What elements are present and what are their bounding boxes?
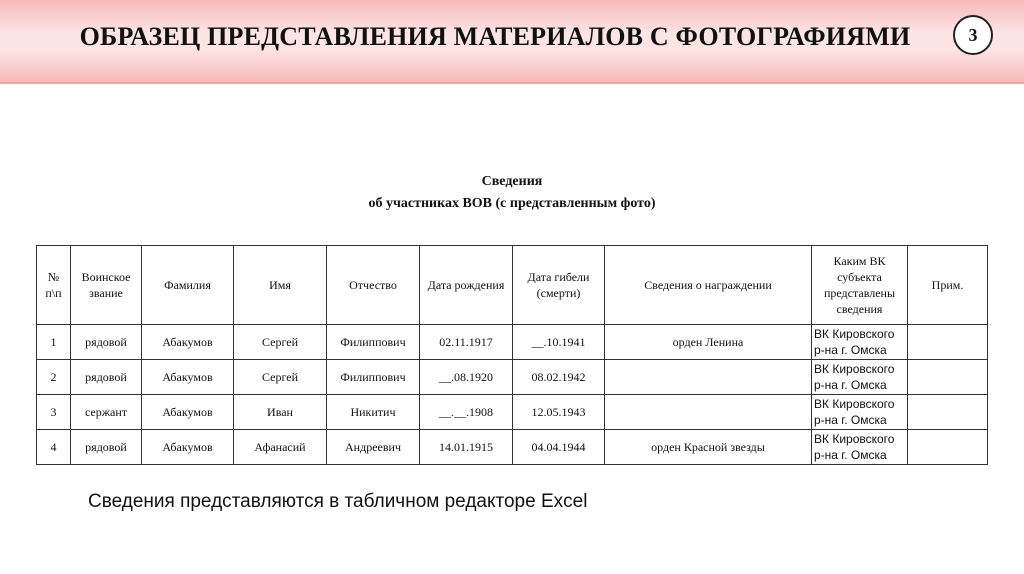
cell-death: 08.02.1942: [513, 360, 605, 395]
cell-name: Афанасий: [234, 430, 327, 465]
cell-note: [908, 360, 988, 395]
cell-birth: 02.11.1917: [420, 325, 513, 360]
col-header-surname: Фамилия: [142, 246, 234, 325]
col-header-rank: Воинское звание: [71, 246, 142, 325]
document-subheading: об участниках ВОВ (с представленным фото): [368, 196, 656, 211]
cell-note: [908, 430, 988, 465]
cell-name: Иван: [234, 395, 327, 430]
cell-patronymic: Филиппович: [327, 360, 420, 395]
col-header-name: Имя: [234, 246, 327, 325]
cell-name: Сергей: [234, 325, 327, 360]
cell-death: 04.04.1944: [513, 430, 605, 465]
table-header-row: [37, 246, 988, 325]
cell-num: 3: [37, 395, 71, 430]
cell-death: 12.05.1943: [513, 395, 605, 430]
cell-birth: 14.01.1915: [420, 430, 513, 465]
col-header-death: Дата гибели (смерти): [513, 246, 605, 325]
cell-surname: Абакумов: [142, 325, 234, 360]
cell-rank: рядовой: [71, 325, 142, 360]
cell-num: 2: [37, 360, 71, 395]
cell-patronymic: Андреевич: [327, 430, 420, 465]
title-banner: [0, 0, 1024, 84]
participants-table: [36, 245, 988, 465]
cell-vk: ВК Кировского р-на г. Омска: [812, 325, 908, 360]
cell-patronymic: Филиппович: [327, 325, 420, 360]
col-header-awards: Сведения о награждении: [605, 246, 812, 325]
excel-note: Сведения представляются в табличном редакторе Excel: [88, 491, 588, 512]
table-row: [37, 395, 988, 430]
cell-note: [908, 325, 988, 360]
document-heading: Сведения: [481, 174, 543, 189]
col-header-patronymic: Отчество: [327, 246, 420, 325]
cell-note: [908, 395, 988, 430]
cell-surname: Абакумов: [142, 395, 234, 430]
cell-rank: рядовой: [71, 430, 142, 465]
cell-awards: [605, 395, 812, 430]
cell-birth: __.08.1920: [420, 360, 513, 395]
cell-rank: рядовой: [71, 360, 142, 395]
cell-rank: сержант: [71, 395, 142, 430]
col-header-num: № п\п: [37, 246, 71, 325]
cell-num: 1: [37, 325, 71, 360]
cell-num: 4: [37, 430, 71, 465]
col-header-note: Прим.: [908, 246, 988, 325]
table-row: [37, 360, 988, 395]
col-header-vk: Каким ВК субъекта представлены сведения: [812, 246, 908, 325]
cell-surname: Абакумов: [142, 360, 234, 395]
slide-title: ОБРАЗЕЦ ПРЕДСТАВЛЕНИЯ МАТЕРИАЛОВ С ФОТОГРАФИЯМИ: [79, 22, 911, 51]
cell-surname: Абакумов: [142, 430, 234, 465]
cell-birth: __.__.1908: [420, 395, 513, 430]
cell-name: Сергей: [234, 360, 327, 395]
page-number-badge: 3: [953, 15, 993, 55]
cell-vk: ВК Кировского р-на г. Омска: [812, 360, 908, 395]
cell-awards: орден Ленина: [605, 325, 812, 360]
cell-death: __.10.1941: [513, 325, 605, 360]
cell-awards: [605, 360, 812, 395]
cell-vk: ВК Кировского р-на г. Омска: [812, 395, 908, 430]
table-row: [37, 430, 988, 465]
col-header-birth: Дата рождения: [420, 246, 513, 325]
table-row: [37, 325, 988, 360]
cell-patronymic: Никитич: [327, 395, 420, 430]
cell-awards: орден Красной звезды: [605, 430, 812, 465]
cell-vk: ВК Кировского р-на г. Омска: [812, 430, 908, 465]
